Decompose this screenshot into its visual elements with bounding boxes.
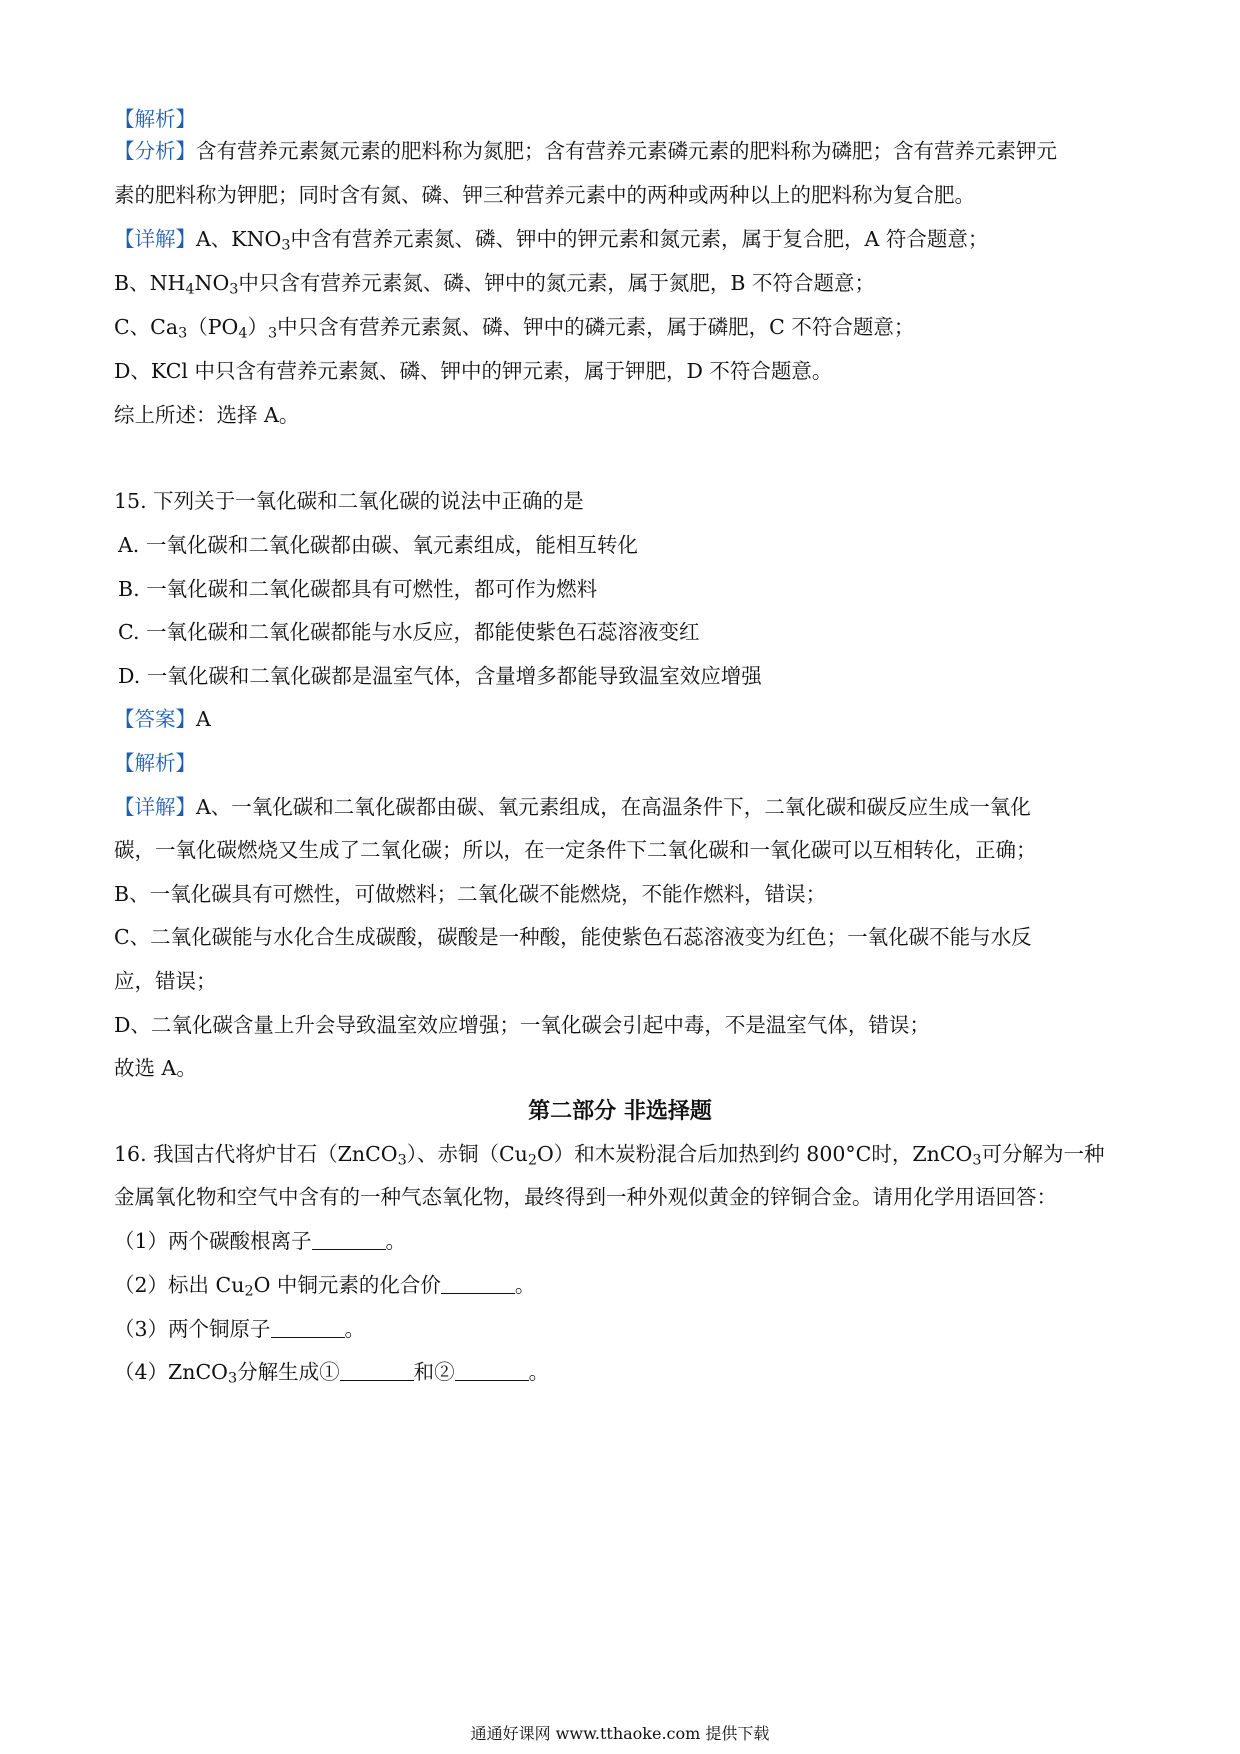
subscript: 3	[281, 237, 291, 254]
subscript: 3	[229, 281, 239, 298]
q16-part-4-mid: 分解生成①	[237, 1360, 340, 1384]
detail-line-d: D、KCl 中只含有营养元素氮、磷、钾中的钾元素，属于钾肥，D 不符合题意。	[114, 359, 833, 383]
q15-option-c: C. 一氧化碳和二氧化碳都能与水反应，都能使紫色石蕊溶液变红	[118, 620, 700, 644]
subscript: 2	[244, 1283, 254, 1300]
q15-detail-a-line-2: 碳，一氧化碳燃烧又生成了二氧化碳；所以，在一定条件下二氧化碳和一氧化碳可以互相转化，正确；	[114, 838, 1037, 862]
subscript: 4	[238, 325, 248, 342]
q16-part-2-text-2: O 中铜元素的化合价	[253, 1273, 441, 1297]
q16-part-3	[114, 1314, 365, 1344]
q16-text-mid: ）、赤铜（Cu	[406, 1142, 528, 1166]
detail-tag: 【详解】	[114, 227, 196, 251]
q16-part-4-mid-2: 和②	[413, 1360, 455, 1384]
q15-detail-c-line-2: 应，错误；	[114, 969, 217, 993]
detail-c-text: C、Ca	[114, 315, 179, 339]
detail-a-text: A、KNO	[196, 227, 282, 251]
q16-stem-line-2: 金属氧化物和空气中含有的一种气态氧化物，最终得到一种外观似黄金的锌铜合金。请用化学用语回答：	[114, 1185, 1057, 1209]
period: 。	[344, 1317, 366, 1341]
q15-detail-c-line-1: C、二氧化碳能与水化合生成碳酸，碳酸是一种酸，能使紫色石蕊溶液变为红色；一氧化碳不能与水反	[114, 925, 1032, 949]
detail-c-mid-2: ）	[247, 315, 268, 339]
q15-detail-d: D、二氧化碳含量上升会导致温室效应增强；一氧化碳会引起中毒，不是温室气体，错误；	[114, 1013, 930, 1037]
subscript: 4	[185, 281, 195, 298]
section-title: 第二部分 非选择题	[528, 1099, 712, 1124]
q15-analysis-tag: 【解析】	[114, 751, 196, 775]
fenxi-tag: 【分析】	[114, 139, 196, 163]
period: 。	[514, 1273, 536, 1297]
answer-blank[interactable]	[455, 1360, 529, 1382]
detail-a-text-2: 中含有营养元素氮、磷、钾中的钾元素和氮元素，属于复合肥，A 符合题意；	[290, 227, 989, 251]
detail-c-mid: （PO	[187, 315, 239, 339]
q16-part-1	[114, 1226, 406, 1256]
subscript: 3	[227, 1370, 238, 1387]
detail-c-text-2: 中只含有营养元素氮、磷、钾中的磷元素，属于磷肥，C 不符合题意；	[277, 315, 915, 339]
q15-option-a: A. 一氧化碳和二氧化碳都由碳、氧元素组成，能相互转化	[118, 533, 638, 557]
q16-text-mid-2: O）和木炭粉混合后加热到约 800°C时，ZnCO	[536, 1142, 973, 1166]
footer-watermark: 通通好课网 www.tthaoke.com 提供下载	[470, 1724, 770, 1743]
answer-blank[interactable]	[340, 1360, 414, 1382]
analysis-tag: 【解析】	[114, 107, 196, 131]
subscript: 3	[397, 1152, 407, 1169]
fenxi-line-2: 素的肥料称为钾肥；同时含有氮、磷、钾三种营养元素中的两种或两种以上的肥料称为复合肥。	[114, 183, 975, 207]
q16-part-4-text: （4）ZnCO	[114, 1360, 228, 1384]
q15-detail-a-line-1	[114, 792, 1031, 822]
q15-detail-b: B、一氧化碳具有可燃性，可做燃料；二氧化碳不能燃烧，不能作燃料，错误；	[114, 882, 827, 906]
answer-blank[interactable]	[441, 1273, 515, 1295]
detail-b-text-2: 中只含有营养元素氮、磷、钾中的氮元素，属于氮肥，B 不符合题意；	[238, 271, 876, 295]
fenxi-line-1	[114, 136, 1057, 166]
q16-part-2-text: （2）标出 Cu	[114, 1273, 245, 1297]
summary-line: 综上所述：选择 A。	[114, 403, 300, 427]
q15-stem: 15. 下列关于一氧化碳和二氧化碳的说法中正确的是	[114, 489, 584, 513]
q16-stem-line-1	[114, 1139, 1104, 1169]
q16-text-end: 可分解为一种	[981, 1142, 1105, 1166]
q15-answer-line	[114, 704, 211, 734]
answer-tag: 【答案】	[114, 707, 196, 731]
q15-conclusion: 故选 A。	[114, 1056, 197, 1080]
answer-blank[interactable]	[312, 1229, 386, 1251]
detail-tag: 【详解】	[114, 795, 196, 819]
subscript: 3	[972, 1152, 982, 1169]
q16-part-1-text: （1）两个碳酸根离子	[114, 1229, 312, 1253]
q16-part-3-text: （3）两个铜原子	[114, 1317, 271, 1341]
subscript: 3	[267, 325, 278, 342]
period: 。	[385, 1229, 407, 1253]
detail-b-text: B、NH	[114, 271, 186, 295]
detail-line-c	[114, 312, 914, 342]
q16-text: 16. 我国古代将炉甘石（ZnCO	[114, 1142, 398, 1166]
answer-value: A	[196, 707, 211, 731]
fenxi-text-1: 含有营养元素氮元素的肥料称为氮肥；含有营养元素磷元素的肥料称为磷肥；含有营养元素钾元	[196, 139, 1057, 163]
q15-option-d: D. 一氧化碳和二氧化碳都是温室气体，含量增多都能导致温室效应增强	[118, 664, 762, 688]
answer-blank[interactable]	[271, 1317, 345, 1339]
detail-line-b	[114, 268, 875, 298]
detail-line-a	[114, 224, 988, 254]
q15-detail-a-text: A、一氧化碳和二氧化碳都由碳、氧元素组成，在高温条件下，二氧化碳和碳反应生成一氧化	[196, 795, 1031, 819]
q16-part-2	[114, 1270, 535, 1300]
subscript: 2	[527, 1152, 537, 1169]
subscript: 3	[178, 325, 188, 342]
detail-b-mid: NO	[194, 271, 230, 295]
q16-part-4	[114, 1357, 549, 1387]
q15-option-b: B. 一氧化碳和二氧化碳都具有可燃性，都可作为燃料	[118, 577, 598, 601]
period: 。	[528, 1360, 550, 1384]
